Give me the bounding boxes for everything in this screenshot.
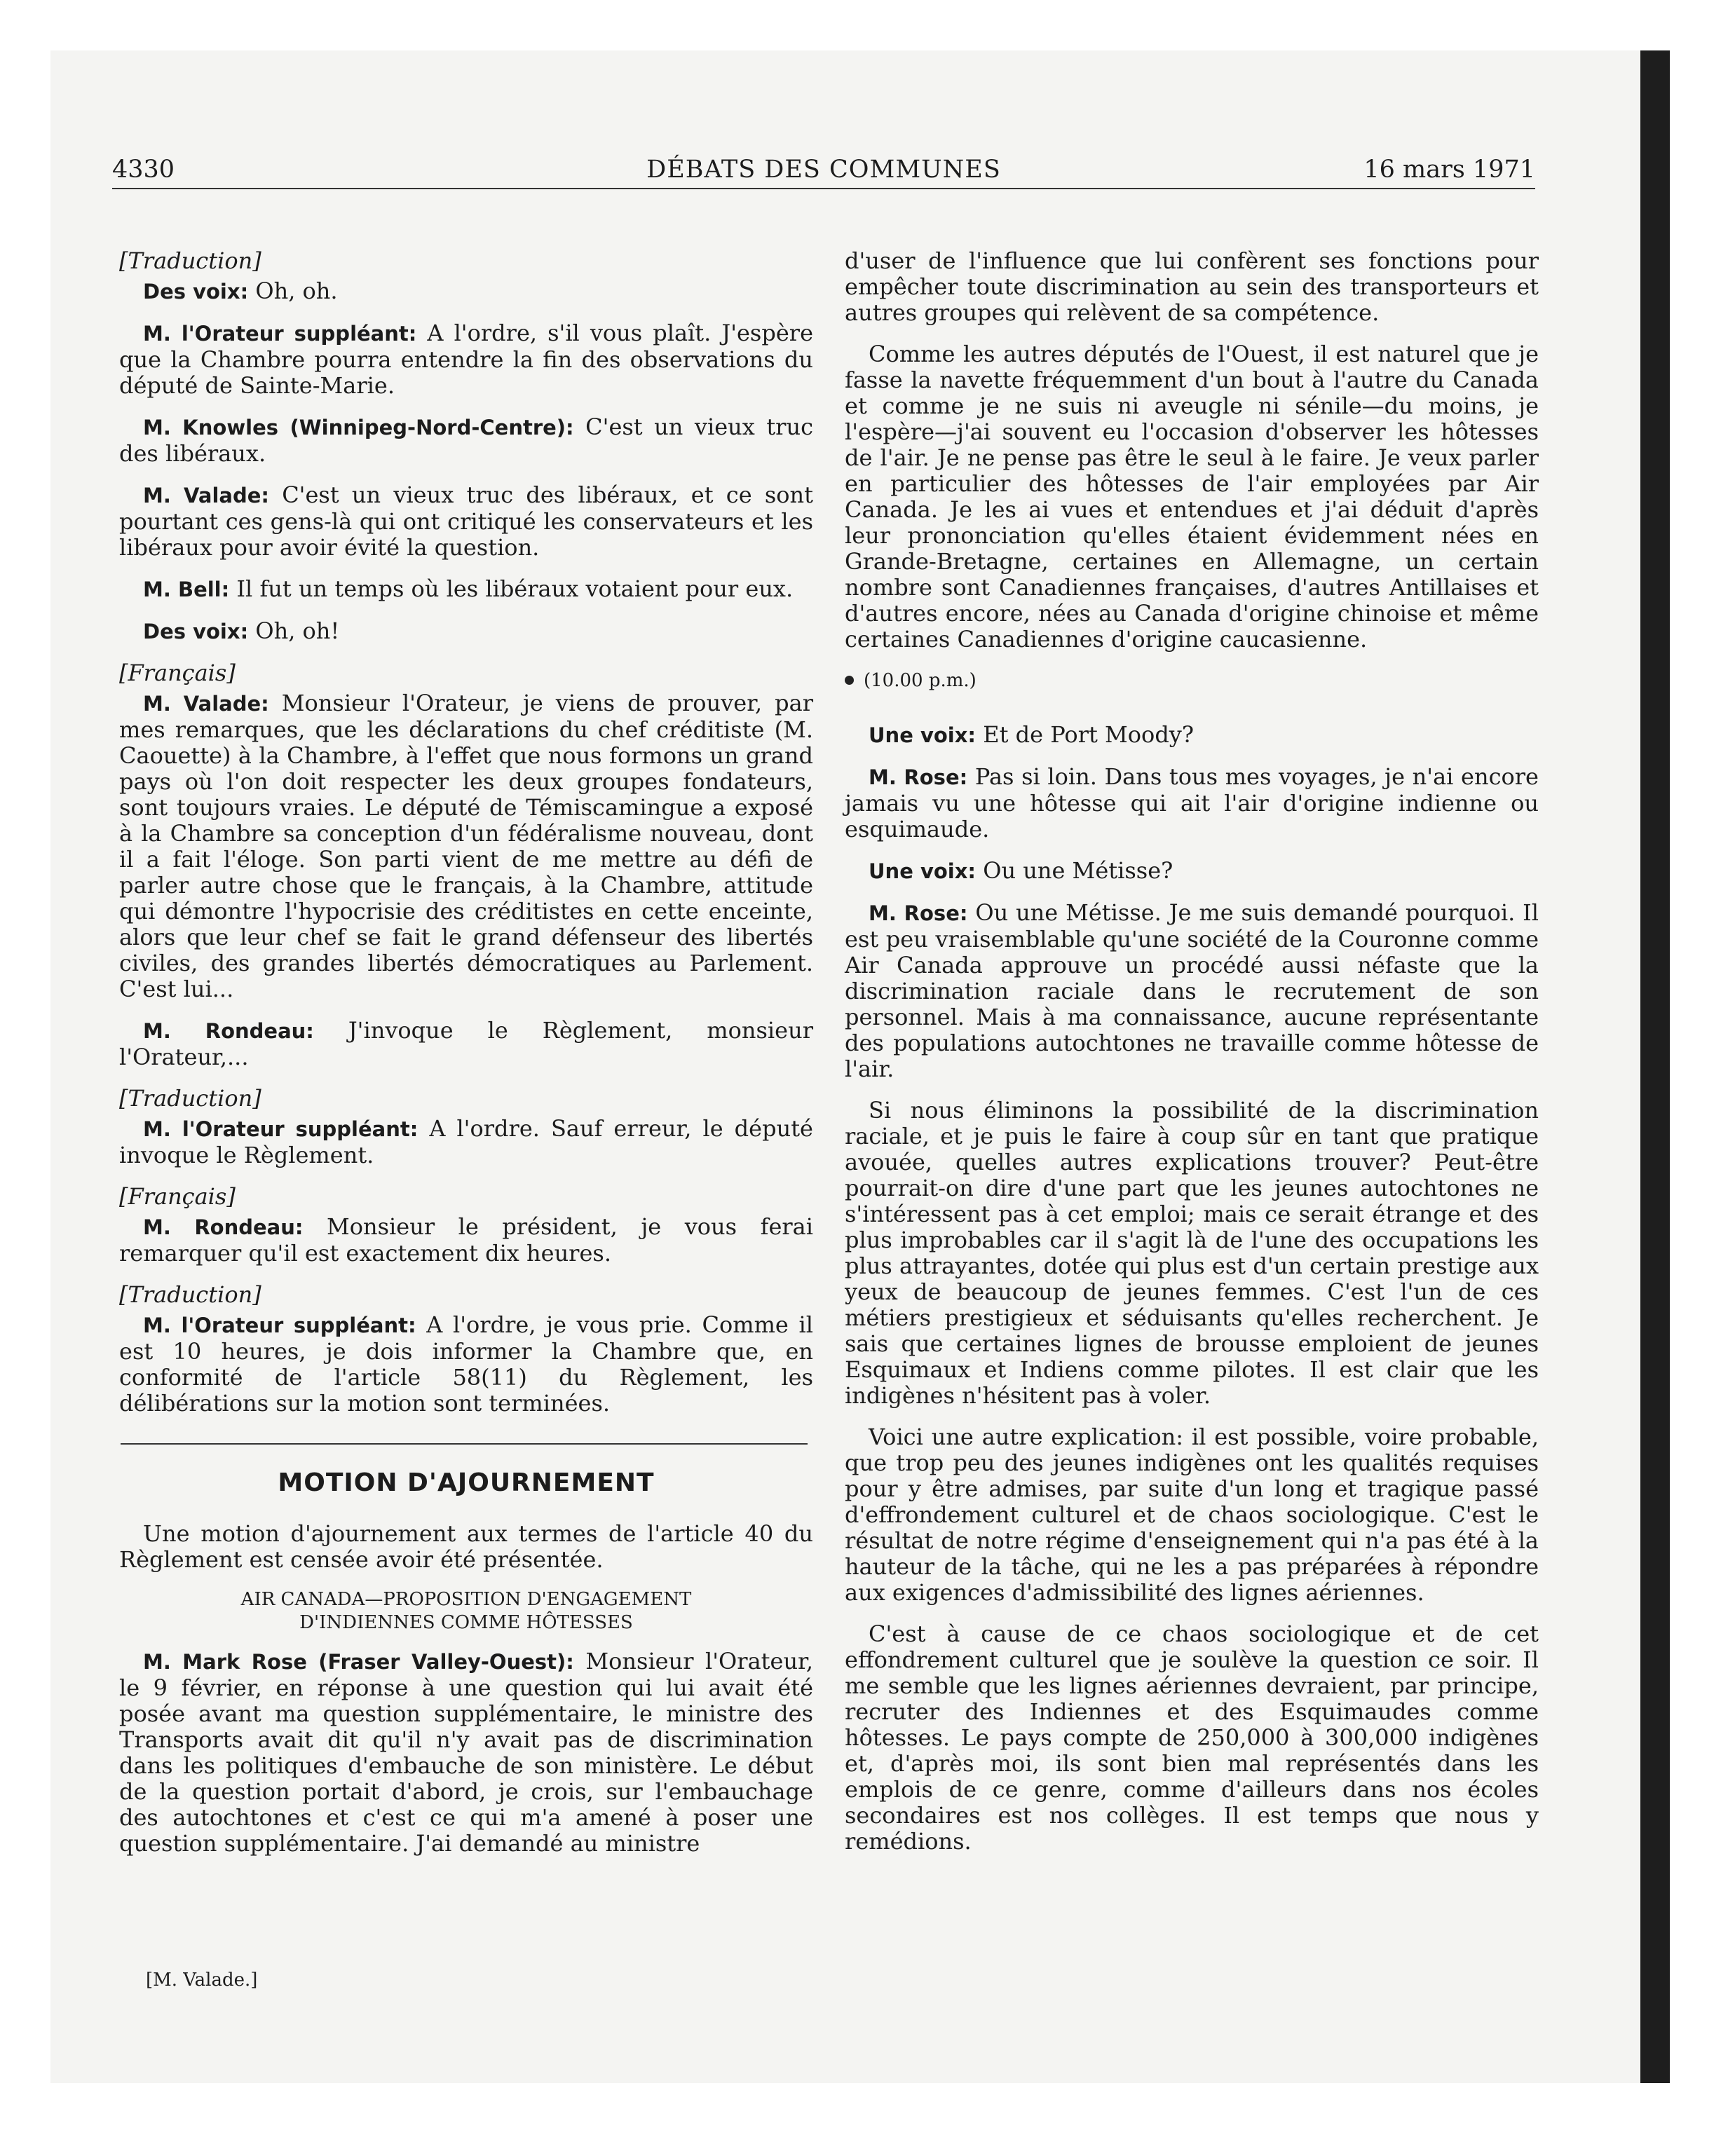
speaker-name: M. Rose:: [869, 901, 968, 925]
speaker-name: Des voix:: [143, 280, 249, 303]
speech-text: Pas si loin. Dans tous mes voyages, je n'ai encore jamais vu une hôtesse qui ait l'air d'origine indienne ou esquimaude.: [845, 763, 1539, 842]
page-number: 4330: [112, 156, 175, 184]
speech-paragraph: [119, 1214, 813, 1267]
speech-text: A l'ordre. Sauf erreur, le député invoque le Règlement.: [119, 1115, 813, 1168]
section-heading: MOTION D'AJOURNEMENT: [278, 1468, 655, 1497]
speech-text: Ou une Métisse. Je me suis demandé pourquoi. Il est peu vraisemblable qu'une société de la Couronne comme Air Canada approuve un procédé aussi néfaste que la discrimination raciale dans le recrutement de son personnel. Mais à ma connaissance, aucune représentante des populations autochtones ne travaille comme hôtesse de l'air.: [845, 899, 1539, 1082]
time-stamp-text: (10.00 p.m.): [864, 670, 977, 691]
language-marker: [Français]: [119, 660, 236, 686]
speaker-name: M. Bell:: [143, 578, 230, 601]
speech-paragraph: Voici une autre explication: il est possible, voire probable, que trop peu des jeunes indigènes ont les qualités requises pour y être admises, par suite d'un long et tragique passé d'effrondement culturel et de chaos sociologique. C'est le résultat de notre régime d'enseignement qui n'a pas été à la hauteur de la tâche, qui ne les a pas préparées à répondre aux exigences d'admissibilité des lignes aériennes.: [845, 1424, 1539, 1606]
speaker-name: M. Knowles (Winnipeg-Nord-Centre):: [143, 416, 574, 439]
speech-paragraph: [845, 764, 1539, 842]
speaker-name: Des voix:: [143, 620, 249, 643]
speech-paragraph: [845, 900, 1539, 1082]
left-column: [119, 248, 813, 1872]
speech-paragraph: Comme les autres députés de l'Ouest, il est naturel que je fasse la navette fréquemment d'un bout à l'autre du Canada et comme je ne suis ni aveugle ni sénile—du moins, je l'espère—j'ai souvent eu l'occasion d'observer les hôtesses de l'air. Je ne pense pas être le seul à le faire. Je veux parler en particulier des hôtesses de l'air employées par Air Canada. Je les ai vues et entendues et j'ai déduit d'après leur prononciation qu'elles étaient évidemment nées en Grande-Bretagne, certaines en Allemagne, un certain nombre sont Canadiennes françaises, d'autres Antillaises et d'autres encore, nées au Canada d'origine chinoise et même certaines Canadiennes d'origine caucasienne.: [845, 341, 1539, 653]
speech-paragraph: [119, 1116, 813, 1168]
speech-text: Oh, oh.: [248, 278, 338, 304]
speech-paragraph: Si nous éliminons la possibilité de la discrimination raciale, et je puis le faire à coup sûr en tant que pratique avouée, quelles autres explications trouver? Peut-être pourrait-on dire d'une part que les jeunes autochtones ne s'intéressent pas à cet emploi; mais ce serait étrange et des plus improbables car il s'agit là de l'une des occupations les plus attrayantes, dotée qui plus est d'un certain prestige aux yeux de beaucoup de jeunes femmes. C'est l'un de ces métiers prestigieux et séduisants qu'elles recherchent. Je sais que certaines lignes de brousse emploient de jeunes Esquimaux et Indiens comme pilotes. Il est clair que les indigènes n'hésitent pas à voler.: [845, 1097, 1539, 1409]
speech-paragraph: C'est à cause de ce chaos sociologique et de cet effondrement culturel que je soulève la question ce soir. Il me semble que les lignes aériennes devraient, par principe, recruter des Indiennes et des Esquimaudes comme hôtesses. Le pays compte de 250,000 à 300,000 indigènes et, d'après moi, ils sont bien mal représentés dans les emplois de ce genre, comme d'ailleurs dans nos écoles secondaires est nos collèges. Il est temps que nous y remédions.: [845, 1621, 1539, 1855]
speech-paragraph: [119, 414, 813, 467]
speaker-name: M. Rose:: [869, 765, 968, 789]
speaker-name: M. Valade:: [143, 692, 269, 716]
section-divider: [121, 1443, 808, 1445]
speech-text: C'est un vieux truc des libéraux.: [119, 414, 813, 467]
speech-text: Ou une Métisse?: [976, 857, 1173, 884]
speech-text: C'est un vieux truc des libéraux, et ce sont pourtant ces gens-là qui ont critiqué les conservateurs et les libéraux pour avoir évité la question.: [119, 482, 814, 561]
speech-text: A l'ordre, s'il vous plaît. J'espère que la Chambre pourra entendre la fin des observations du député de Sainte-Marie.: [119, 320, 813, 399]
publication-title: DÉBATS DES COMMUNES: [646, 156, 1001, 184]
page-header: [112, 153, 1535, 189]
speaker-name: Une voix:: [869, 723, 977, 747]
speaker-name: M. l'Orateur suppléant:: [143, 1314, 416, 1337]
bullet-icon: [845, 676, 854, 685]
speaker-name: M. l'Orateur suppléant:: [143, 1117, 419, 1141]
speaker-name: M. Rondeau:: [143, 1019, 314, 1043]
right-column: [845, 248, 1539, 1870]
speech-paragraph: [119, 1649, 813, 1857]
language-marker: [Traduction]: [119, 1281, 261, 1308]
speaker-name: M. Mark Rose (Fraser Valley-Ouest):: [143, 1650, 574, 1674]
speech-paragraph: [119, 690, 813, 1002]
speech-text: Monsieur l'Orateur, le 9 février, en réponse à une question qui lui avait été posée avant ma question supplémentaire, le ministre des Transports avait dit qu'il n'y avait pas de discrimination dans les politiques d'embauche de son ministère. Le début de la question portait d'abord, je crois, sur l'embauchage des autochtones et c'est ce qui m'a amené à poser une question supplémentaire. J'ai demandé au ministre: [119, 1648, 813, 1857]
speech-paragraph: [845, 858, 1539, 885]
speech-text: J'invoque le Règlement, monsieur l'Orateur,...: [119, 1017, 813, 1070]
speech-text: Il fut un temps où les libéraux votaient pour eux.: [229, 575, 794, 602]
speech-paragraph: [119, 278, 813, 305]
subsection-heading-line: D'INDIENNES COMME HÔTESSES: [299, 1612, 633, 1633]
speech-paragraph: [119, 482, 813, 561]
speech-paragraph: [119, 1312, 813, 1417]
speech-text: A l'ordre, je vous prie. Comme il est 10 heures, je dois informer la Chambre que, en conformité de l'article 58(11) du Règlement, les délibérations sur la motion sont terminées.: [119, 1311, 813, 1417]
speech-paragraph: [119, 1018, 813, 1070]
language-marker: [Traduction]: [119, 247, 261, 274]
speaker-name: M. Valade:: [143, 484, 269, 507]
speech-paragraph: [119, 618, 813, 645]
language-marker: [Français]: [119, 1183, 236, 1210]
page-date: 16 mars 1971: [1363, 156, 1535, 184]
speech-paragraph: [119, 320, 813, 399]
time-stamp: [845, 668, 1539, 694]
speech-paragraph: [845, 722, 1539, 749]
speech-text: Monsieur le président, je vous ferai remarquer qu'il est exactement dix heures.: [119, 1213, 813, 1267]
subsection-heading: [119, 1588, 813, 1635]
speech-paragraph: d'user de l'influence que lui confèrent ses fonctions pour empêcher toute discrimination au sein des transporteurs et autres groupes qui relèvent de sa compétence.: [845, 247, 1539, 326]
speech-text: Oh, oh!: [248, 618, 340, 644]
speech-text: Monsieur l'Orateur, je viens de prouver, par mes remarques, que les déclarations du chef créditiste (M. Caouette) à la Chambre, à l'effet que nous formons un grand pays où l'on doit respecter les deux groupes fondateurs, sont toujours vraies. Le député de Témiscamingue a exposé à la Chambre sa conception d'un fédéralisme nouveau, dont il a fait l'éloge. Son parti vient de me mettre au défi de parler autre chose que le français, à la Chambre, attitude qui démontre l'hypocrisie des créditistes en cette enceinte, alors que leur chef se fait le grand défenseur des libertés civiles, des grandes libertés démocratiques au Parlement. C'est lui...: [119, 690, 814, 1002]
intro-paragraph: Une motion d'ajournement aux termes de l'article 40 du Règlement est censée avoir été présentée.: [119, 1520, 813, 1573]
language-marker: [Traduction]: [119, 1085, 261, 1112]
speaker-name: M. l'Orateur suppléant:: [143, 322, 417, 346]
footer-note: [M. Valade.]: [146, 1970, 258, 1991]
subsection-heading-line: AIR CANADA—PROPOSITION D'ENGAGEMENT: [240, 1589, 692, 1610]
speech-text: Et de Port Moody?: [976, 721, 1195, 748]
scan-edge-shadow: [1640, 50, 1670, 2083]
speaker-name: M. Rondeau:: [143, 1215, 304, 1239]
speaker-name: Une voix:: [869, 859, 977, 883]
speech-paragraph: [119, 576, 813, 603]
